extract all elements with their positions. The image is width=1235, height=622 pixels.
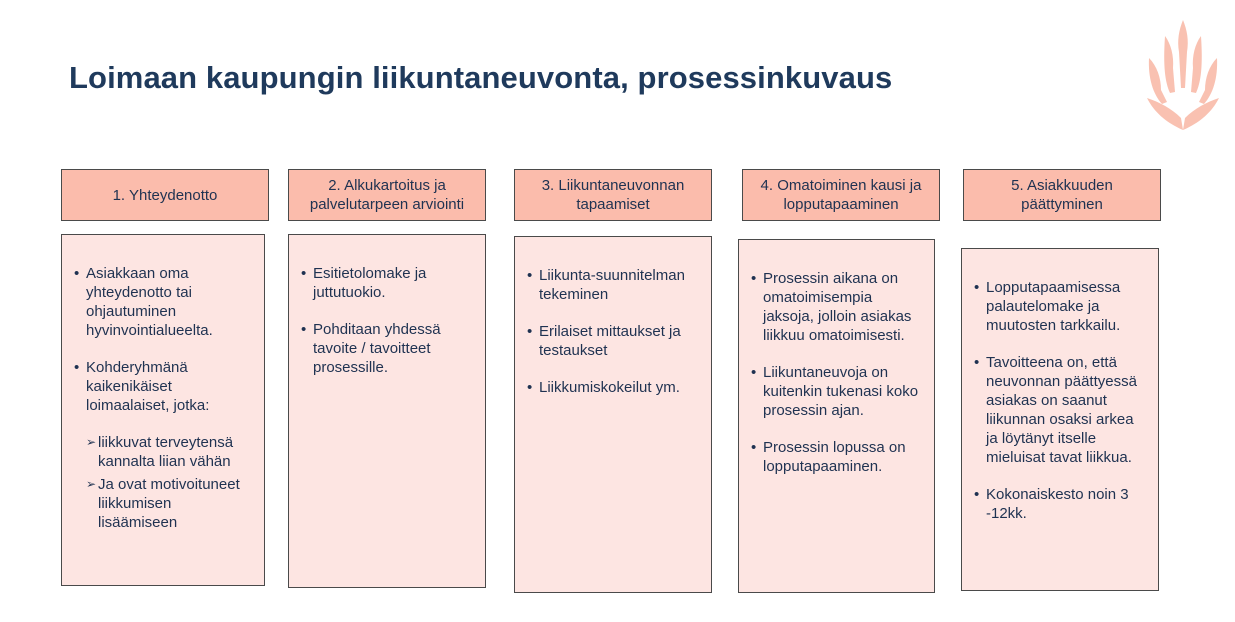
step-2-header bbox=[288, 169, 486, 221]
list-item: • Kokonaiskesto noin 3 -12kk. bbox=[968, 485, 1148, 523]
step-5-body bbox=[961, 248, 1159, 591]
step-3-header bbox=[514, 169, 712, 221]
step-4-header bbox=[742, 169, 940, 221]
sub-list-item: ➢ liikkuvat terveytensä kannalta liian vähän bbox=[68, 433, 252, 471]
step-5-header bbox=[963, 169, 1161, 221]
step-3-header-label: 3. Liikuntaneuvonnan tapaamiset bbox=[541, 177, 685, 213]
list-item: • Pohditaan yhdessä tavoite / tavoitteet prosessille. bbox=[295, 320, 473, 377]
page-title: Loimaan kaupungin liikuntaneuvonta, prosessinkuvaus bbox=[69, 60, 893, 95]
step-2-header-label: 2. Alkukartoitus ja palvelutarpeen arviointi bbox=[309, 177, 465, 213]
list-item: • Erilaiset mittaukset ja testaukset bbox=[521, 322, 701, 360]
list-item: • Kohderyhmänä kaikenikäiset loimaalaiset, jotka: bbox=[68, 358, 252, 415]
list-item: • Liikuntaneuvoja on kuitenkin tukenasi koko prosessin ajan. bbox=[745, 363, 926, 420]
list-item: • Prosessin aikana on omatoimisempia jaksoja, jolloin asiakas liikkuu omatoimisesti. bbox=[745, 269, 926, 345]
list-item: • Tavoitteena on, että neuvonnan päättyessä asiakas on saanut liikunnan osaksi arkea ja löytänyt itselle mieluisat tavat liikkua. bbox=[968, 353, 1148, 467]
step-4-header-label: 4. Omatoiminen kausi ja lopputapaaminen bbox=[760, 177, 922, 213]
step-1-header-label: 1. Yhteydenotto bbox=[112, 186, 218, 204]
flame-hand-logo-icon bbox=[1143, 18, 1223, 136]
step-3-body bbox=[514, 236, 712, 593]
list-item: • Asiakkaan oma yhteydenotto tai ohjautuminen hyvinvointialueelta. bbox=[68, 264, 252, 340]
sub-list-item: ➢ Ja ovat motivoituneet liikkumisen lisäämiseen bbox=[68, 475, 252, 532]
step-4-body bbox=[738, 239, 935, 593]
step-1-header bbox=[61, 169, 269, 221]
list-item: • Liikkumiskokeilut ym. bbox=[521, 378, 701, 397]
step-1-body bbox=[61, 234, 265, 586]
step-2-body bbox=[288, 234, 486, 588]
step-5-header-label: 5. Asiakkuuden päättyminen bbox=[1011, 177, 1113, 213]
list-item: • Liikunta-suunnitelman tekeminen bbox=[521, 266, 701, 304]
list-item: • Prosessin lopussa on lopputapaaminen. bbox=[745, 438, 926, 476]
list-item: • Lopputapaamisessa palautelomake ja muutosten tarkkailu. bbox=[968, 278, 1148, 335]
list-item: • Esitietolomake ja juttutuokio. bbox=[295, 264, 473, 302]
